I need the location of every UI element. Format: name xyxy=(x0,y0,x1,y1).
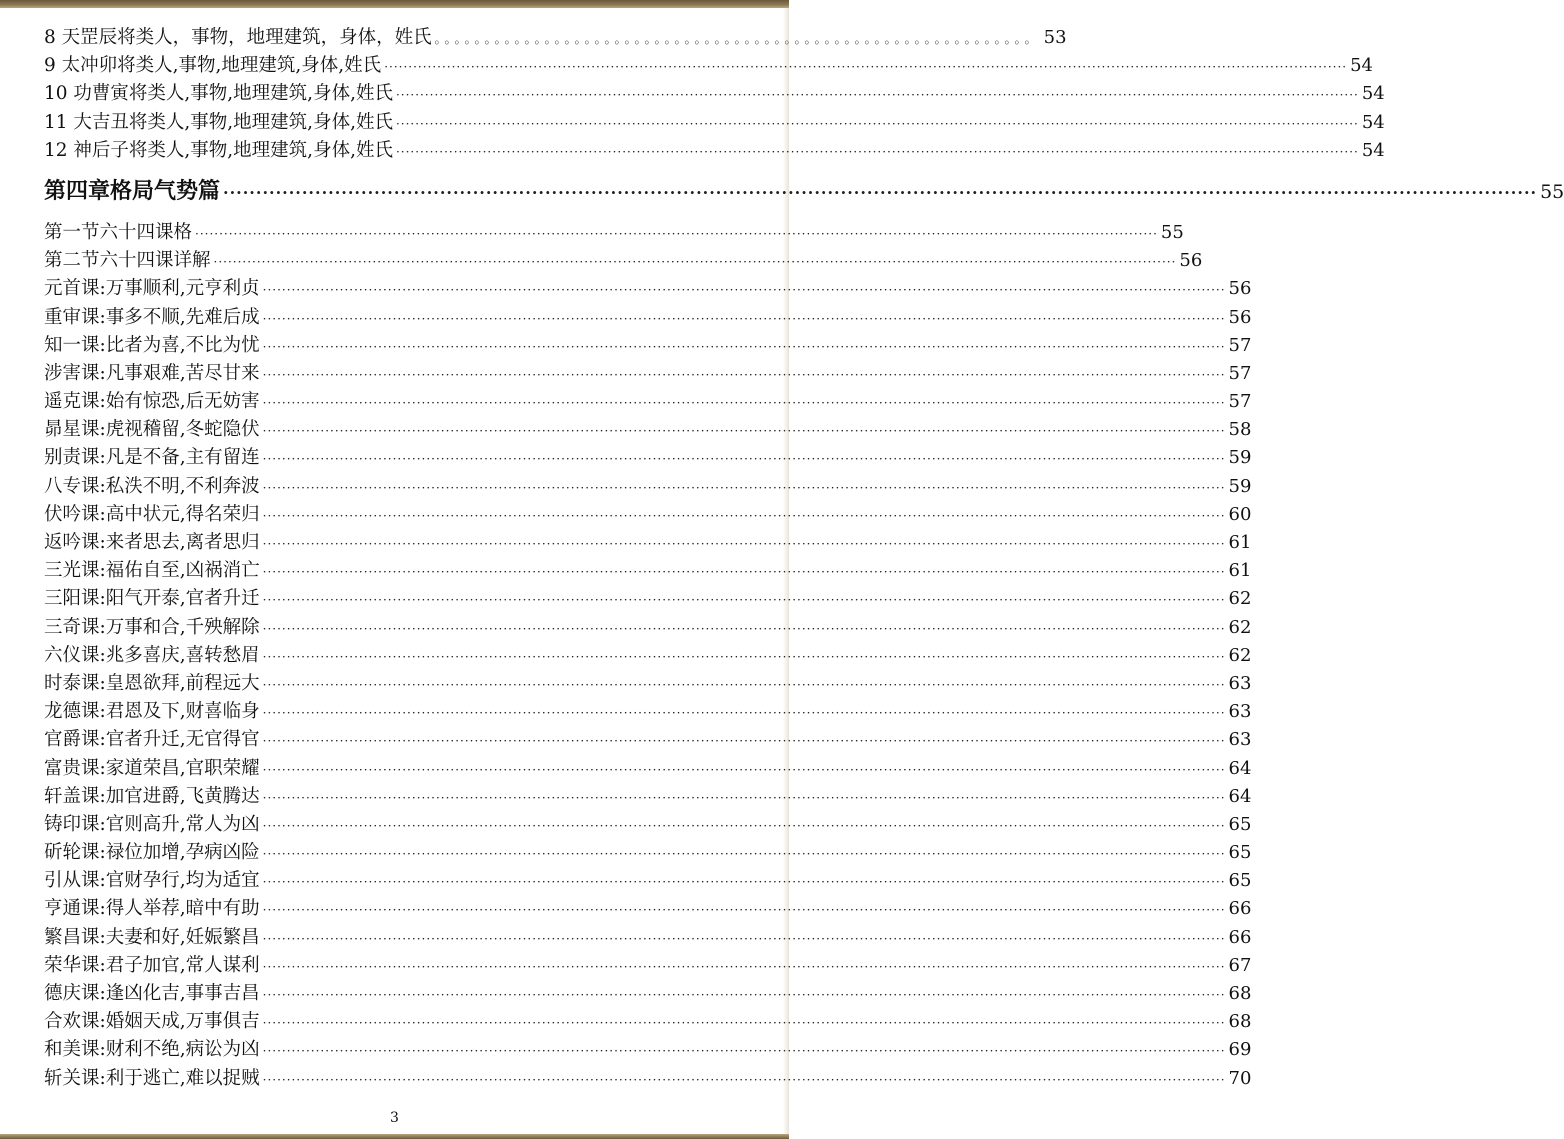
toc-entry xyxy=(44,839,1252,867)
toc-entry xyxy=(44,137,1385,165)
toc-entry-title: 8 天罡辰将类人，事物，地理建筑，身体，姓氏 xyxy=(44,27,432,48)
toc-leader: ········································································································································································································ xyxy=(262,452,1226,467)
toc-entry-title: 亨通课:得人举荐,暗中有助 xyxy=(44,898,260,920)
toc-leader: 。。。。。。。。。。。。。。。。。。。。。。。。。。。。。。。。。。。。。。。。。。。。。。。。。。。。。。。。。。。。 xyxy=(434,32,1041,46)
toc-entry-page: 53 xyxy=(1043,27,1067,48)
toc-leader: ········································································································································································································ xyxy=(262,706,1226,721)
toc-entry-title: 知一课:比者为喜,不比为忧 xyxy=(44,334,260,356)
toc-leader: ········································································································································································································ xyxy=(262,396,1226,411)
toc-leader: ········································································································································································································ xyxy=(262,903,1226,918)
toc-entry-title: 三奇课:万事和合,千殃解除 xyxy=(44,616,260,638)
toc-entry xyxy=(44,304,1252,332)
toc-entry-page: 70 xyxy=(1228,1067,1252,1089)
toc-leader: ········································································································································································································ xyxy=(195,226,1158,241)
toc-entry-page: 69 xyxy=(1228,1039,1252,1061)
toc-leader: ········································································································································································································ xyxy=(262,649,1226,664)
toc-entry xyxy=(44,52,1373,80)
toc-entry-page: 56 xyxy=(1228,306,1252,328)
toc-entry-title: 别责课:凡是不备,主有留连 xyxy=(44,447,260,469)
toc-entry-title: 荣华课:君子加官,常人谋利 xyxy=(44,954,260,976)
toc-entry-title: 11 大吉丑将类人,事物,地理建筑,身体,姓氏 xyxy=(44,111,393,133)
toc-leader: ········································································································································································································ xyxy=(262,1016,1226,1031)
toc-entry-page: 64 xyxy=(1228,757,1252,779)
toc-entry-title: 德庆课:逢凶化吉,事事吉昌 xyxy=(44,983,260,1004)
toc-leader: ········································································································································································································ xyxy=(262,762,1226,777)
toc-entry-page: 64 xyxy=(1228,785,1252,807)
toc-leader: ········································································································································································································ xyxy=(262,339,1226,354)
toc-entry xyxy=(44,360,1252,388)
toc-entry-title: 轩盖课:加官进爵,飞黄腾达 xyxy=(44,785,260,807)
toc-entry-title: 时泰课:皇恩欲拜,前程远大 xyxy=(44,672,260,694)
toc-chapter-heading xyxy=(44,171,1564,211)
toc-entry-page: 57 xyxy=(1228,334,1252,356)
toc-entry xyxy=(44,895,1252,923)
toc-leader: ········································································································································································································ xyxy=(262,565,1226,580)
toc-entry xyxy=(44,755,1252,783)
toc-leader: ········································································································································································································ xyxy=(384,60,1348,75)
toc-entry-title: 铸印课:官则高升,常人为凶 xyxy=(44,813,260,835)
toc-entry-title: 10 功曹寅将类人,事物,地理建筑,身体,姓氏 xyxy=(44,83,393,105)
toc-entry xyxy=(44,867,1252,895)
toc-entry xyxy=(44,109,1385,137)
toc-entry xyxy=(44,24,1067,52)
toc-entry-page: 61 xyxy=(1228,532,1252,553)
toc-entry-title: 和美课:财利不绝,病讼为凶 xyxy=(44,1039,260,1061)
toc-leader: ········································································································································································································ xyxy=(262,875,1226,890)
toc-entry xyxy=(44,529,1252,557)
toc-entry-title: 三光课:福佑自至,凶祸消亡 xyxy=(44,560,260,582)
toc-entry-title: 12 神后子将类人,事物,地理建筑,身体,姓氏 xyxy=(44,139,393,161)
toc-entry-page: 63 xyxy=(1228,672,1252,694)
toc-entry xyxy=(44,783,1252,811)
toc-leader: ········································································································································································································ xyxy=(395,88,1359,103)
toc-entry xyxy=(44,642,1252,670)
toc-entry xyxy=(44,811,1252,839)
toc-entry-page: 60 xyxy=(1228,503,1252,525)
toc-entry xyxy=(44,557,1252,585)
toc-entry-page: 54 xyxy=(1361,111,1385,133)
toc-entry xyxy=(44,952,1252,980)
toc-entry-title: 第二节六十四课详解 xyxy=(44,250,211,272)
toc-leader: ········································································································································································································ xyxy=(262,677,1226,692)
toc-entry-title: 斩关课:利于逃亡,难以捉贼 xyxy=(44,1067,260,1089)
toc-leader: ········································································································································································································ xyxy=(262,790,1226,805)
toc-entry-page: 54 xyxy=(1350,55,1373,77)
toc-entry-title: 官爵课:官者升迁,无官得官 xyxy=(44,729,260,751)
toc-entry xyxy=(44,1008,1252,1036)
toc-leader: ········································································································································································································ xyxy=(262,537,1226,551)
toc-entry-page: 56 xyxy=(1179,250,1203,272)
toc-entry xyxy=(44,614,1252,642)
toc-entry-page: 56 xyxy=(1228,278,1252,300)
toc-entry xyxy=(44,1065,1252,1093)
toc-entry xyxy=(44,416,1252,444)
toc-entry-page: 66 xyxy=(1228,898,1252,920)
toc-leader: ········································································································································································································ xyxy=(262,818,1226,833)
toc-entry xyxy=(44,698,1252,726)
toc-entry-title: 龙德课:君恩及下,财喜临身 xyxy=(44,701,260,723)
toc-entry-page: 63 xyxy=(1228,701,1252,723)
toc-leader: ········································································································································································································ xyxy=(213,255,1177,270)
toc-entry-title: 第四章格局气势篇 xyxy=(44,177,221,204)
toc-entry xyxy=(44,275,1252,303)
toc-leader: ········································································································································································································ xyxy=(262,593,1226,608)
toc-entry-page: 68 xyxy=(1228,1011,1252,1033)
toc-entry-page: 59 xyxy=(1228,475,1252,497)
toc-leader: ········································································································································································································ xyxy=(223,182,1538,202)
toc-entry-page: 63 xyxy=(1228,729,1252,751)
top-border xyxy=(0,0,789,8)
toc-entry xyxy=(44,388,1252,416)
toc-entry-page: 57 xyxy=(1228,362,1252,384)
toc-entry xyxy=(44,726,1252,754)
toc-entry xyxy=(44,1036,1252,1064)
toc-leader: ········································································································································································································ xyxy=(395,116,1359,131)
toc-entry-title: 八专课:私泆不明,不利奔波 xyxy=(44,475,260,497)
toc-entry-title: 斫轮课:禄位加增,孕病凶险 xyxy=(44,842,260,864)
toc-entry-title: 重审课:事多不顺,先难后成 xyxy=(44,306,260,328)
toc-entry-page: 67 xyxy=(1228,954,1252,976)
toc-entry-title: 返吟课:来者思去,离者思归 xyxy=(44,532,260,553)
toc-entry xyxy=(44,670,1252,698)
toc-entry-page: 68 xyxy=(1228,983,1252,1004)
toc-entry-page: 54 xyxy=(1361,83,1385,105)
toc-entry xyxy=(44,247,1203,275)
toc-entry-page: 55 xyxy=(1160,221,1184,243)
toc-leader: ········································································································································································································ xyxy=(262,847,1226,862)
toc-leader: ········································································································································································································ xyxy=(262,734,1226,749)
toc-entry-page: 65 xyxy=(1228,870,1252,892)
toc-entry-title: 合欢课:婚姻天成,万事俱吉 xyxy=(44,1011,260,1033)
toc-leader: ········································································································································································································ xyxy=(262,283,1226,298)
toc-entry-title: 富贵课:家道荣昌,官职荣耀 xyxy=(44,757,260,779)
toc-entry-page: 59 xyxy=(1228,447,1252,469)
toc-entry-page: 62 xyxy=(1228,644,1252,666)
toc-leader: ········································································································································································································ xyxy=(395,144,1359,159)
toc-entry-page: 58 xyxy=(1228,419,1252,441)
toc-entry xyxy=(44,501,1252,529)
toc-entry xyxy=(44,585,1252,613)
toc-entry-title: 第一节六十四课格 xyxy=(44,221,193,243)
toc-entry xyxy=(44,980,1252,1008)
toc-entry-title: 昴星课:虎视稽留,冬蛇隐伏 xyxy=(44,419,260,441)
toc-leader: ········································································································································································································ xyxy=(262,1072,1226,1087)
toc-entry xyxy=(44,219,1184,247)
toc-leader: ········································································································································································································ xyxy=(262,508,1226,523)
toc-entry-page: 55 xyxy=(1540,180,1564,203)
toc-entry-title: 引从课:官财孕行,均为适宜 xyxy=(44,870,260,892)
toc-leader: ········································································································································································································ xyxy=(262,621,1226,636)
toc-leader: ········································································································································································································ xyxy=(262,480,1226,495)
toc-leader: ········································································································································································································ xyxy=(262,424,1226,439)
toc-entry-page: 61 xyxy=(1228,560,1252,582)
toc-entry-title: 伏吟课:高中状元,得名荣归 xyxy=(44,503,260,525)
toc-entry-title: 三阳课:阳气开泰,官者升迁 xyxy=(44,588,260,610)
toc-entry xyxy=(44,444,1252,472)
toc-entry xyxy=(44,473,1252,501)
toc-leader: ········································································································································································································ xyxy=(262,311,1226,326)
toc-entry-page: 65 xyxy=(1228,813,1252,835)
toc-entry-title: 元首课:万事顺利,元亨利贞 xyxy=(44,278,260,300)
toc-entry-title: 涉害课:凡事艰难,苦尽甘来 xyxy=(44,362,260,384)
toc-entry xyxy=(44,80,1385,108)
toc-entry-page: 62 xyxy=(1228,616,1252,638)
toc-entry-page: 57 xyxy=(1228,391,1252,413)
toc-entry-title: 繁昌课:夫妻和好,妊娠繁昌 xyxy=(44,926,260,948)
toc-entry-page: 65 xyxy=(1228,842,1252,864)
toc-leader: ········································································································································································································ xyxy=(262,931,1226,946)
toc-entry-page: 66 xyxy=(1228,926,1252,948)
toc-leader: ········································································································································································································ xyxy=(262,1044,1226,1059)
bottom-border xyxy=(0,1134,789,1139)
toc-entry-page: 54 xyxy=(1361,139,1385,161)
toc-leader: ········································································································································································································ xyxy=(262,959,1226,974)
toc-entry-title: 遥克课:始有惊恐,后无妨害 xyxy=(44,391,260,413)
toc-entry-page: 62 xyxy=(1228,588,1252,610)
toc-leader: ········································································································································································································ xyxy=(262,988,1226,1002)
toc-leader: ········································································································································································································ xyxy=(262,367,1226,382)
toc-entry-title: 六仪课:兆多喜庆,喜转愁眉 xyxy=(44,644,260,666)
page-number: 3 xyxy=(390,1110,399,1126)
toc-entry xyxy=(44,332,1252,360)
toc-entry xyxy=(44,924,1252,952)
table-of-contents xyxy=(44,24,1564,1093)
toc-entry-title: 9 太冲卯将类人,事物,地理建筑,身体,姓氏 xyxy=(44,55,382,77)
